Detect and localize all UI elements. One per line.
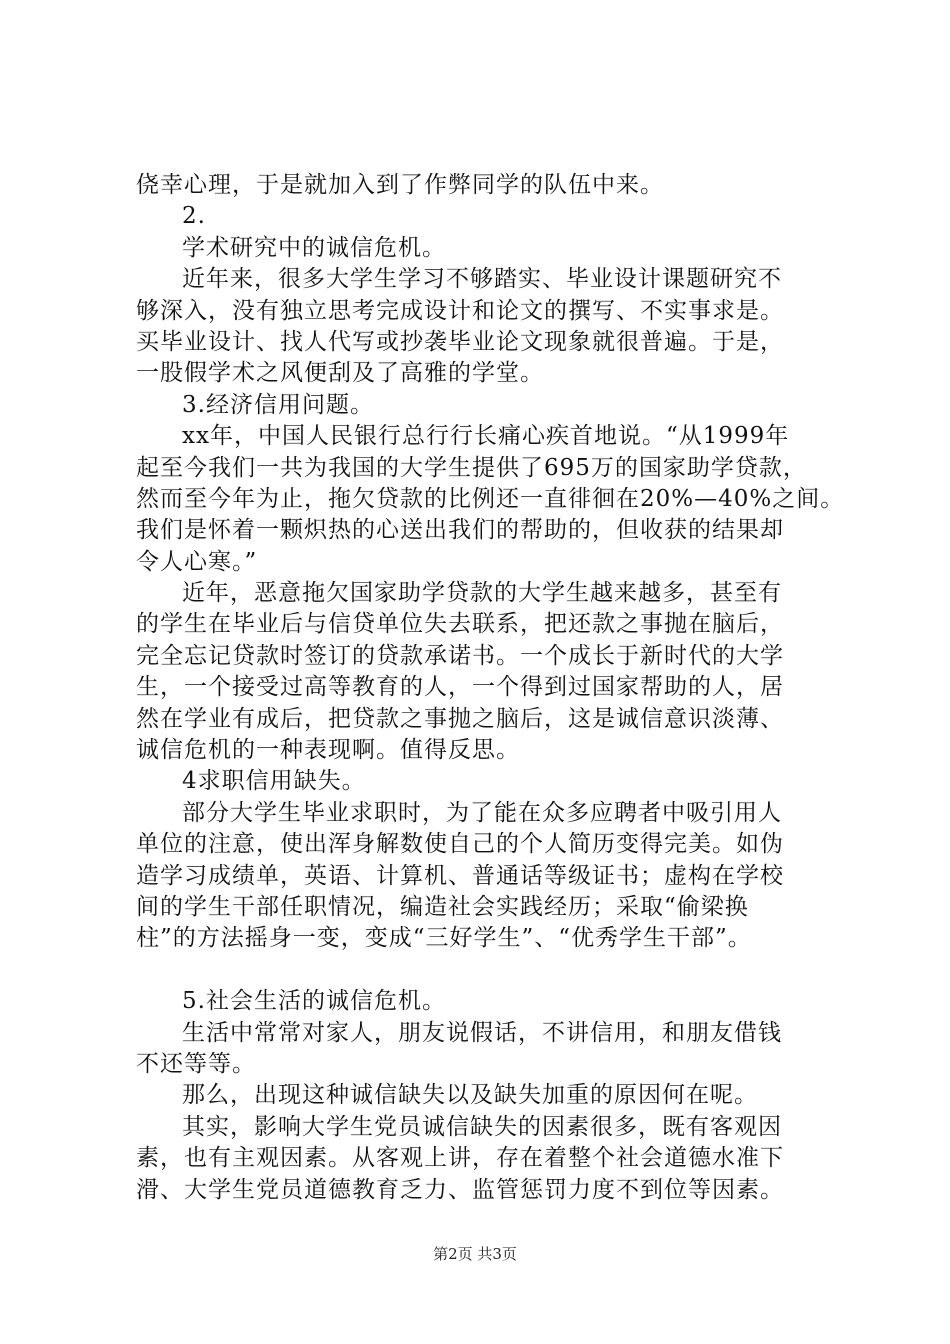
text-line: 令人心寒。” (136, 548, 258, 575)
text-line: 一股假学术之风便刮及了高雅的学堂。 (136, 360, 544, 387)
text-line: 我们是怀着一颗炽热的心送出我们的帮助的，但收获的结果却 (136, 517, 784, 544)
text-line: xx年，中国人民银行总行行长痛心疾首地说。“从1999年 (182, 423, 790, 450)
text-line: 素，也有主观因素。从客观上讲，存在着整个社会道德水准下 (136, 1145, 784, 1172)
blank-line (136, 955, 856, 986)
text-line: 生，一个接受过高等教育的人，一个得到过国家帮助的人，居 (136, 674, 784, 701)
text-line: 间的学生干部任职情况，编造社会实践经历；采取“偷梁换 (136, 893, 749, 920)
text-line: 学术研究中的诚信危机。 (182, 234, 446, 261)
text-line: 然在学业有成后，把贷款之事抛之脑后，这是诚信意识淡薄、 (136, 705, 784, 732)
text-line: 其实，影响大学生党员诚信缺失的因素很多，既有客观因 (182, 1113, 782, 1140)
text-line: 4求职信用缺失。 (182, 768, 366, 795)
text-line: 5.社会生活的诚信危机。 (182, 988, 446, 1015)
text-line: 滑、大学生党员道德教育乏力、监管惩罚力度不到位等因素。 (136, 1176, 784, 1203)
text-line: 然而至今年为止，拖欠贷款的比例还一直徘徊在20%—40%之间。 (136, 485, 845, 512)
text-line: 2. (182, 203, 206, 230)
text-line: 部分大学生毕业求职时，为了能在众多应聘者中吸引用人 (182, 799, 782, 826)
text-line: 那么，出现这种诚信缺失以及缺失加重的原因何在呢。 (182, 1082, 758, 1109)
page-footer: 第2页 共3页 (433, 1245, 517, 1263)
text-line: 单位的注意，使出浑身解数使自己的个人简历变得完美。如伪 (136, 831, 784, 858)
text-line: 生活中常常对家人，朋友说假话，不讲信用，和朋友借钱 (182, 1019, 782, 1046)
text-line: 造学习成绩单，英语、计算机、普通话等级证书；虚构在学校 (136, 862, 784, 889)
text-line: 完全忘记贷款时签订的贷款承诺书。一个成长于新时代的大学 (136, 642, 784, 669)
text-line: 侥幸心理，于是就加入到了作弊同学的队伍中来。 (136, 172, 664, 198)
text-line: 诚信危机的一种表现啊。值得反思。 (136, 737, 520, 764)
text-line: 买毕业设计、找人代写或抄袭毕业论文现象就很普遍。于是， (136, 328, 784, 355)
document-body (136, 170, 856, 1206)
text-line: 的学生在毕业后与信贷单位失去联系，把还款之事抛在脑后， (136, 611, 784, 638)
text-line: 3.经济信用问题。 (182, 391, 374, 418)
text-line: 起至今我们一共为我国的大学生提供了695万的国家助学贷款， (136, 454, 807, 481)
text-line: 够深入，没有独立思考完成设计和论文的撰写、不实事求是。 (136, 297, 784, 324)
text-line: 不还等等。 (136, 1050, 256, 1077)
text-line: 柱”的方法摇身一变，变成“三好学生”、“优秀学生干部”。 (136, 925, 752, 952)
text-line: 近年来，很多大学生学习不够踏实、毕业设计课题研究不 (182, 266, 782, 293)
text-line: 近年，恶意拖欠国家助学贷款的大学生越来越多，甚至有 (182, 580, 782, 607)
